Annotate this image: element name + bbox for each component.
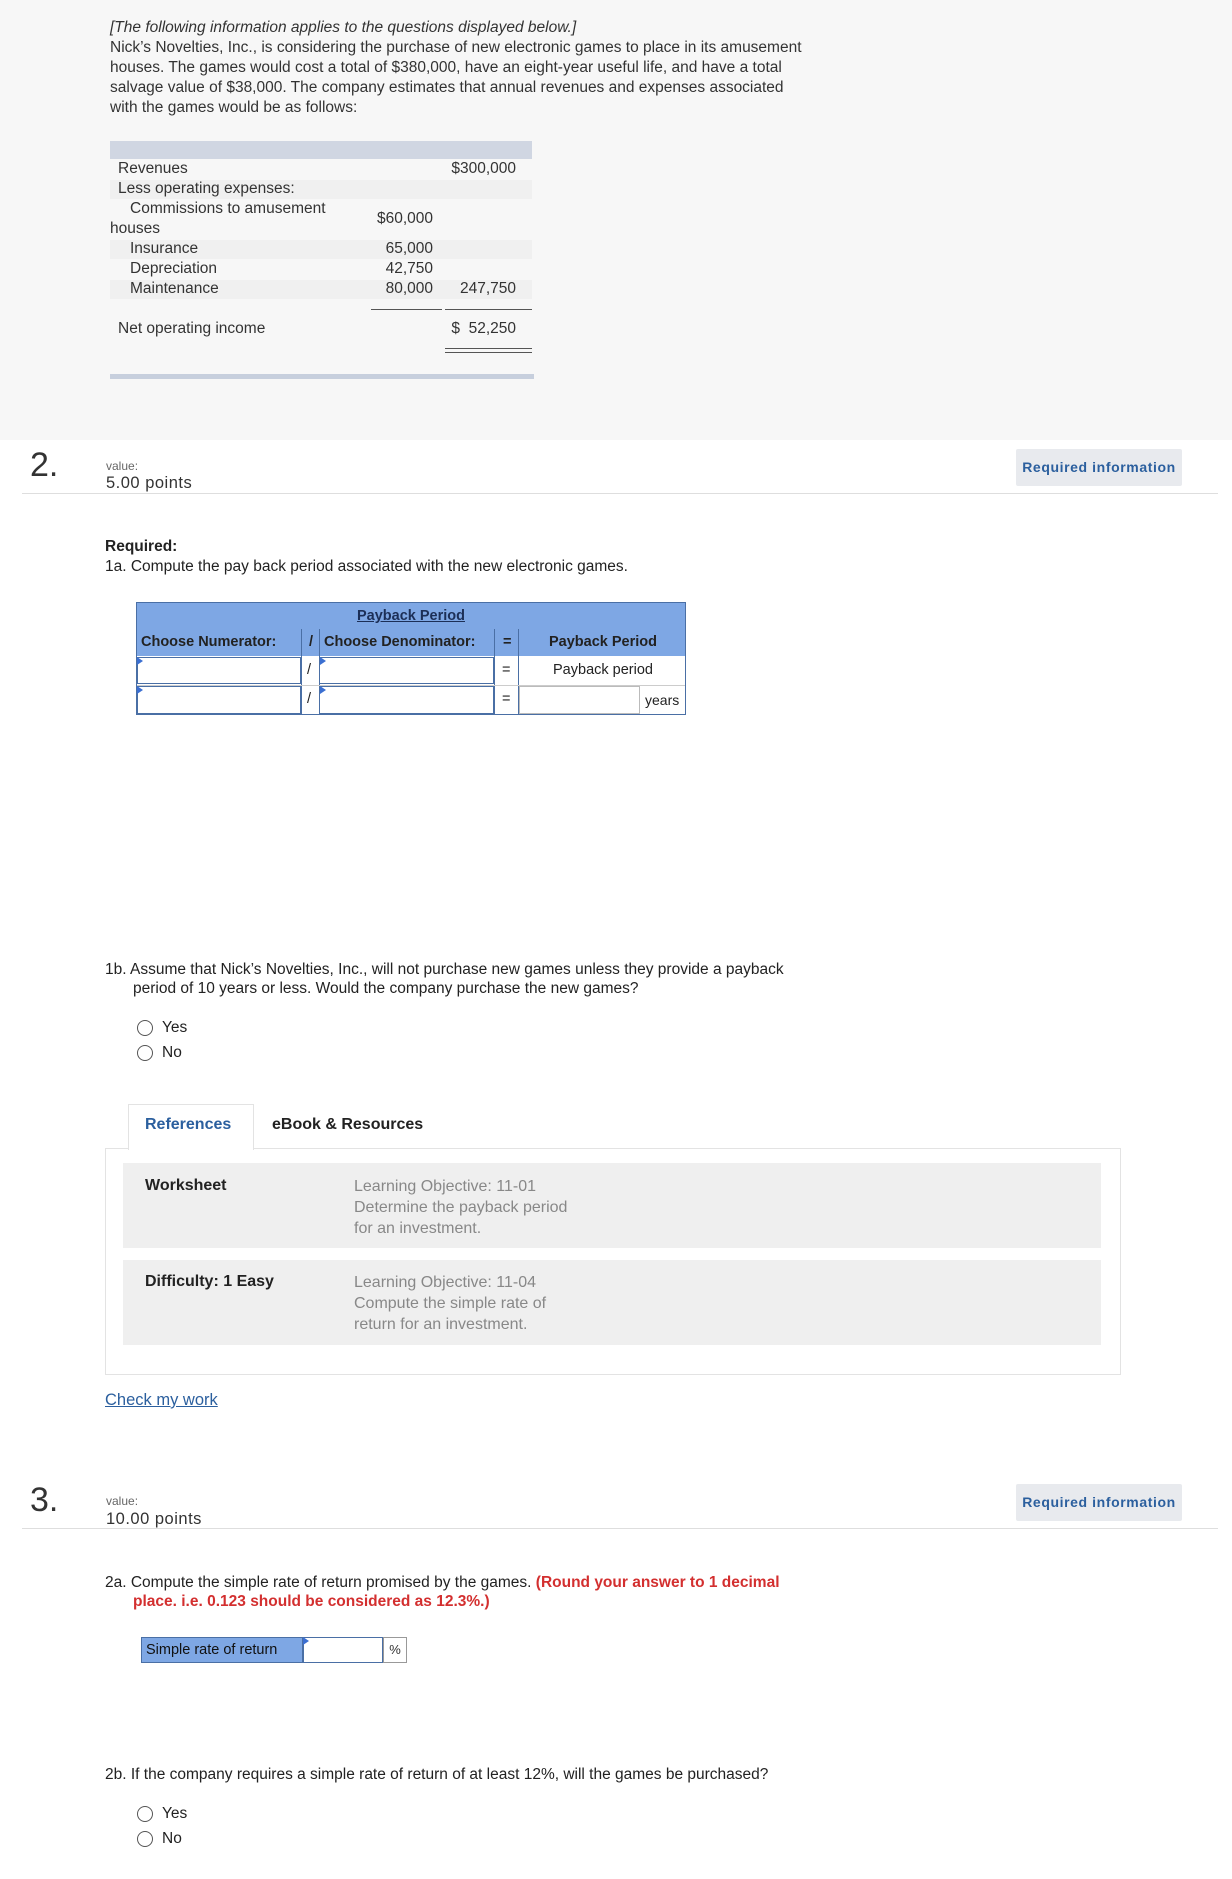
radio-no-label: No bbox=[162, 1044, 182, 1061]
simple-rate-label: Simple rate of return bbox=[141, 1637, 303, 1663]
intro-line: Nick’s Novelties, Inc., is considering the purchase of new electronic games to place in its amusement bbox=[110, 39, 802, 56]
intro-line: houses. The games would cost a total of $380,000, have an eight-year useful life, and have a total bbox=[110, 59, 782, 76]
double-underline bbox=[445, 352, 532, 353]
result-header: Payback Period bbox=[549, 634, 657, 650]
divider bbox=[22, 1528, 1218, 1529]
required-information-button[interactable]: Required information bbox=[1016, 1484, 1182, 1521]
question-1a: 1a. Compute the pay back period associated with the new electronic games. bbox=[105, 558, 628, 575]
points-value: 10.00 points bbox=[106, 1510, 202, 1528]
required-heading: Required: bbox=[105, 538, 178, 555]
lo-line: Determine the payback period bbox=[354, 1199, 568, 1216]
depreciation-value: 42,750 bbox=[385, 260, 433, 277]
learning-objective-1 bbox=[354, 1176, 567, 1239]
slash-sign: / bbox=[307, 691, 312, 707]
difficulty-label: Difficulty: 1 Easy bbox=[145, 1273, 274, 1290]
equals-sign: = bbox=[502, 662, 511, 678]
radio-no[interactable] bbox=[137, 1045, 153, 1061]
numerator-header: Choose Numerator: bbox=[141, 634, 277, 650]
rounding-instruction: (Round your answer to 1 decimal bbox=[535, 1574, 780, 1591]
denominator-header: Choose Denominator: bbox=[324, 634, 476, 650]
question-1b-cont: period of 10 years or less. Would the company purchase the new games? bbox=[133, 980, 639, 997]
insurance-value: 65,000 bbox=[385, 240, 433, 257]
insurance-label: Insurance bbox=[130, 240, 199, 257]
worksheet-link[interactable]: Worksheet bbox=[145, 1177, 227, 1194]
slash-sign: / bbox=[307, 662, 312, 678]
radio-yes[interactable] bbox=[137, 1806, 153, 1822]
radio-yes[interactable] bbox=[137, 1020, 153, 1036]
points-value: 5.00 points bbox=[106, 474, 193, 492]
lo-line: return for an investment. bbox=[354, 1316, 528, 1333]
equals-header: = bbox=[503, 634, 512, 650]
lo-line: Learning Objective: 11-01 bbox=[354, 1178, 537, 1195]
radio-yes-label: Yes bbox=[162, 1019, 188, 1036]
double-underline bbox=[445, 348, 532, 349]
question-2b: 2b. If the company requires a simple rate of return of at least 12%, will the games be purchased? bbox=[105, 1766, 769, 1783]
question-number: 2. bbox=[30, 446, 59, 484]
intro-line: with the games would be as follows: bbox=[110, 99, 358, 116]
denominator-input[interactable] bbox=[319, 686, 494, 714]
divider bbox=[22, 493, 1218, 494]
net-operating-income-label: Net operating income bbox=[118, 320, 266, 337]
numerator-select[interactable] bbox=[137, 657, 301, 684]
revenues-value: $300,000 bbox=[451, 160, 516, 177]
question-2a-text: 2a. Compute the simple rate of return promised by the games. bbox=[105, 1574, 532, 1591]
simple-rate-input[interactable] bbox=[303, 1637, 383, 1663]
col-divider bbox=[494, 629, 495, 714]
dropdown-flag-icon bbox=[137, 686, 143, 694]
payback-years-input[interactable] bbox=[519, 686, 640, 714]
maintenance-value: 80,000 bbox=[385, 280, 433, 297]
underline bbox=[371, 309, 442, 310]
maintenance-label: Maintenance bbox=[130, 280, 219, 297]
intro-line: salvage value of $38,000. The company estimates that annual revenues and expenses associated bbox=[110, 79, 784, 96]
underline bbox=[445, 309, 532, 310]
percent-unit: % bbox=[383, 1637, 407, 1663]
check-my-work-link[interactable]: Check my work bbox=[105, 1391, 218, 1409]
rounding-instruction-cont: place. i.e. 0.123 should be considered as 12.3%.) bbox=[133, 1593, 490, 1610]
equals-sign: = bbox=[502, 691, 511, 707]
radio-no[interactable] bbox=[137, 1831, 153, 1847]
slash-header: / bbox=[309, 634, 314, 650]
financial-table-header bbox=[110, 141, 532, 159]
required-information-button[interactable]: Required information bbox=[1016, 449, 1182, 486]
intro-note: [The following information applies to the questions displayed below.] bbox=[110, 19, 577, 36]
radio-no-label: No bbox=[162, 1830, 182, 1847]
tab-references-label[interactable]: References bbox=[145, 1116, 232, 1133]
financial-table-footer bbox=[110, 374, 534, 379]
payback-period-label: Payback period bbox=[553, 662, 653, 678]
question-1b: 1b. Assume that Nick’s Novelties, Inc., will not purchase new games unless they provide a payback bbox=[105, 961, 784, 978]
input-flag-icon bbox=[303, 1637, 309, 1645]
payback-table bbox=[136, 602, 686, 715]
value-label: value: bbox=[106, 459, 139, 473]
revenues-label: Revenues bbox=[118, 160, 188, 177]
total-expenses-value: 247,750 bbox=[459, 280, 516, 297]
lo-line: for an investment. bbox=[354, 1220, 482, 1237]
years-unit: years bbox=[645, 692, 680, 708]
lo-line: Compute the simple rate of bbox=[354, 1295, 547, 1312]
intro-text bbox=[110, 18, 810, 118]
radio-yes-label: Yes bbox=[162, 1805, 188, 1822]
question-2a bbox=[105, 1573, 780, 1593]
dropdown-flag-icon bbox=[320, 686, 326, 694]
reference-row bbox=[123, 1163, 1101, 1248]
value-label: value: bbox=[106, 1494, 139, 1508]
less-operating-expenses-label: Less operating expenses: bbox=[118, 180, 295, 197]
tab-ebook-resources[interactable]: eBook & Resources bbox=[272, 1116, 424, 1133]
payback-table-title: Payback Period bbox=[357, 608, 465, 624]
col-divider bbox=[301, 629, 302, 714]
commissions-label-cont: houses bbox=[110, 220, 160, 237]
dropdown-flag-icon bbox=[137, 657, 143, 665]
lo-line: Learning Objective: 11-04 bbox=[354, 1274, 537, 1291]
question-number: 3. bbox=[30, 1481, 59, 1519]
depreciation-label: Depreciation bbox=[130, 260, 218, 277]
dropdown-flag-icon bbox=[320, 657, 326, 665]
net-operating-income-value: $ 52,250 bbox=[451, 320, 516, 337]
commissions-label: Commissions to amusement bbox=[130, 200, 326, 217]
denominator-select[interactable] bbox=[319, 657, 494, 684]
learning-objective-2 bbox=[354, 1272, 546, 1335]
commissions-value: $60,000 bbox=[376, 210, 433, 227]
numerator-input[interactable] bbox=[137, 686, 301, 714]
